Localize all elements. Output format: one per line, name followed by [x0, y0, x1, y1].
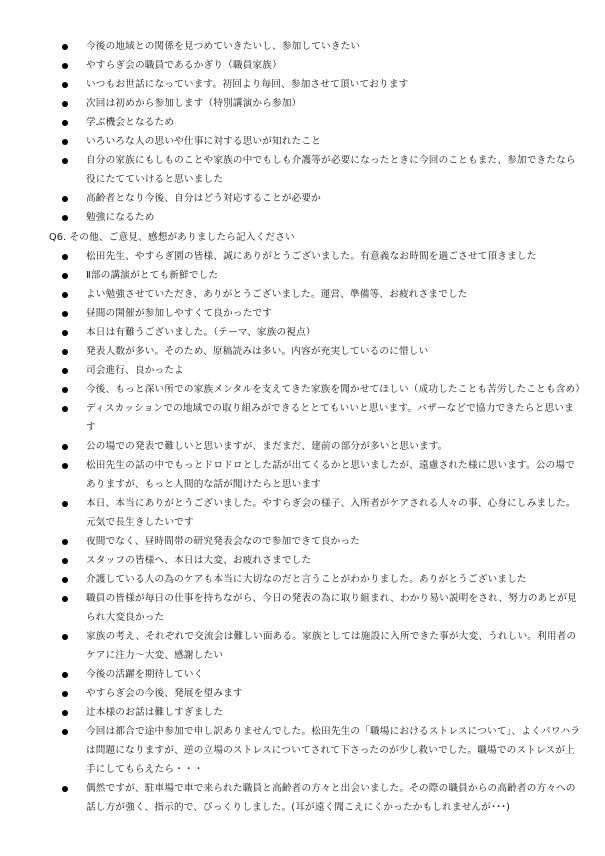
bullet-icon — [62, 63, 68, 69]
bullet-icon — [62, 101, 68, 107]
bullet-icon — [62, 710, 68, 716]
bullet-icon — [62, 311, 68, 317]
list-item: スタッフの皆様へ、本日は大変、お疲れさまでした — [0, 551, 605, 570]
reasons-list — [0, 37, 605, 227]
list-item: 本日、本当にありがとうございました。やすらぎ会の様子、入所者がケアされる人々の事、心身にしみました。元気で長生きしたいです — [0, 494, 605, 532]
list-item: いろいろな人の思いや仕事に対する思いが知れたこと — [0, 132, 605, 151]
bullet-icon — [62, 634, 68, 640]
list-item: やすらぎ会の職員であるかぎり（職員家族） — [0, 56, 605, 75]
bullet-icon — [62, 444, 68, 450]
bullet-icon — [62, 463, 68, 469]
bullet-icon — [62, 368, 68, 374]
list-item: 辻本様のお話は難しすぎました — [0, 703, 605, 722]
bullet-icon — [62, 292, 68, 298]
list-item: 本日は有難うございました。（テーマ、家族の視点） — [0, 323, 605, 342]
list-item: 次回は初めから参加します（特別講演から参加） — [0, 94, 605, 113]
bullet-icon — [62, 120, 68, 126]
list-item: 家族の考え、それぞれで交流会は難しい面ある。家族としては施設に入所できた事が大変、うれしい。利用者のケアに注力～大変、感謝したい — [0, 627, 605, 665]
bullet-icon — [62, 501, 68, 507]
list-item: 公の場での発表で難しいと思いますが、まだまだ、建前の部分が多いと思います。 — [0, 437, 605, 456]
bullet-icon — [62, 139, 68, 145]
list-item: 職員の皆様が毎日の仕事を持ちながら、今日の発表の為に取り組まれ、わかり易い説明をされ、努力のあとが見られ大変良かった — [0, 589, 605, 627]
list-item: 夜間でなく、昼時間帯の研究発表会なので参加できて良かった — [0, 532, 605, 551]
list-item: 偶然ですが、駐車場で車で来られた職員と高齢者の方々と出会いました。その際の職員からの高齢者の方々への話し方が強く、指示的で、びっくりしました。(耳が遠く聞こえにくかったかもしれませんが･･･) — [0, 779, 605, 817]
list-item: 昼間の開催が参加しやすくて良かったです — [0, 304, 605, 323]
list-item: 勉強になるため — [0, 208, 605, 227]
bullet-icon — [62, 406, 68, 412]
bullet-icon — [62, 330, 68, 336]
bullet-icon — [62, 539, 68, 545]
list-item: Ⅱ部の講演がとても新鮮でした — [0, 266, 605, 285]
list-item: 高齢者となり今後、自分はどう対応することが必要か — [0, 189, 605, 208]
q6-heading: Q6. その他、ご意見、感想がありましたら記入ください — [49, 232, 295, 243]
list-item: 介護している人の為のケアも本当に大切なのだと言うことがわかりました。ありがとうございました — [0, 570, 605, 589]
bullet-icon — [62, 349, 68, 355]
list-item: 発表人数が多い。そのため、原稿読みは多い。内容が充実しているのに惜しい — [0, 342, 605, 361]
bullet-icon — [62, 44, 68, 50]
bullet-icon — [62, 254, 68, 260]
bullet-icon — [62, 273, 68, 279]
bullet-icon — [62, 558, 68, 564]
list-item: 今後の活躍を期待していく — [0, 665, 605, 684]
bullet-icon — [62, 729, 68, 735]
list-item: いつもお世話になっています。初回より毎回、参加させて頂いております — [0, 75, 605, 94]
list-item: 今後の地域との関係を見つめていきたいし、参加していきたい — [0, 37, 605, 56]
bullet-icon — [62, 196, 68, 202]
bullet-icon — [62, 596, 68, 602]
list-item: 自分の家族にもしものことや家族の中でもしも介護等が必要になったときに今回のこともまた、参加できたなら役にたてていけると思いました — [0, 151, 605, 189]
bullet-icon — [62, 215, 68, 221]
comments-list — [0, 247, 605, 817]
list-item: 松田先生の話の中でもっとドロドロとした話が出てくるかと思いましたが、遠慮された様に思います。公の場でありますが、もっと人間的な話が聞けたらと思います — [0, 456, 605, 494]
bullet-icon — [62, 786, 68, 792]
bullet-icon — [62, 672, 68, 678]
list-item: やすらぎ会の今後、発展を望みます — [0, 684, 605, 703]
list-item: 松田先生、やすらぎ園の皆様、誠にありがとうございました。有意義なお時間を過ごさせて頂きました — [0, 247, 605, 266]
bullet-icon — [62, 577, 68, 583]
bullet-icon — [62, 158, 68, 164]
list-item: ディスカッションでの地域での取り組みができるととてもいいと思います。バザーなどで協力できたらと思います — [0, 399, 605, 437]
list-item: 司会進行、良かったよ — [0, 361, 605, 380]
list-item: よい勉強させていただき、ありがとうございました。運営、準備等、お疲れさまでした — [0, 285, 605, 304]
bullet-icon — [62, 691, 68, 697]
bullet-icon — [62, 82, 68, 88]
list-item: 今回は都合で途中参加で申し訳ありませんでした。松田先生の「職場におけるストレスについて」、よくパワハラは問題になりますが、逆の立場のストレスについてされて下さったのが少し救いでした。職場でのストレスが上手にしてもらえたら・・・ — [0, 722, 605, 779]
list-item: 今後、もっと深い所での家族メンタルを支えてきた家族を聞かせてほしい（成功したことも苦労したことも含め） — [0, 380, 605, 399]
list-item: 学ぶ機会となるため — [0, 113, 605, 132]
bullet-icon — [62, 387, 68, 393]
